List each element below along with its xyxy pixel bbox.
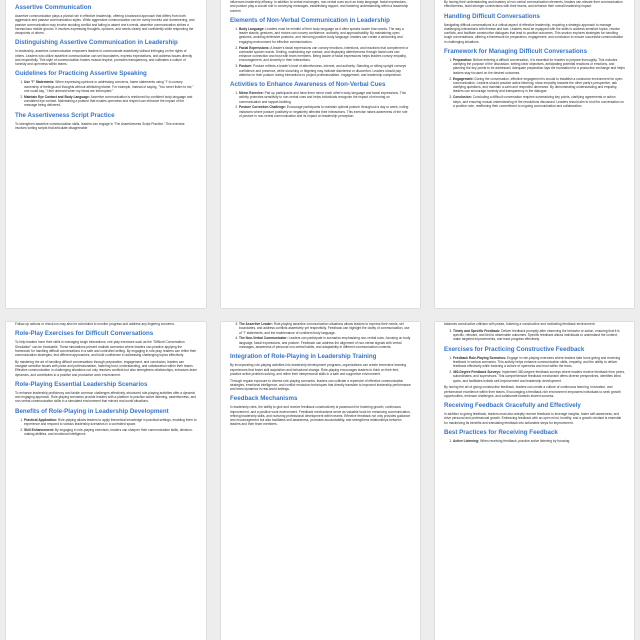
list-item-text: Pair up participants and have them mirror each other's body language and facial expressions. This activity promotes sensitivity to non-verbal cues and helps individuals recognize the impact of mirroring on communication and rapport-building. [239, 91, 406, 104]
list-item-text: Concluding a difficult conversation requires summarizing key points, clarifying agreements or action steps, and ensuring mutual understanding of the resolutions discussed. Leaders should aim to end the conversation on a positive note, reaffirming their commitment to ongoing communication and collaboration. [453, 95, 624, 108]
page-3[interactable] [435, 0, 634, 308]
list-item-label: Practical Application: [24, 417, 58, 422]
list-item-text: Leaders can participate in scenarios emphasizing non-verbal cues, focusing on body language, facial expressions, and posture. Feedback can address the alignment of non-verbal signals with verbal messages, awareness of personal non-verbal habits, and adaptability in different communication contexts. [239, 336, 411, 349]
list-item [24, 418, 197, 427]
list-item [453, 329, 625, 342]
list-item-label: Preparation: [453, 57, 473, 62]
section-heading: Role-Playing Essential Leadership Scenarios [15, 380, 148, 388]
page-6[interactable] [435, 322, 634, 640]
list-item [239, 91, 411, 104]
list-item [239, 46, 411, 63]
list-item [453, 77, 625, 94]
list-item-label: Posture Correction Challenge: [239, 105, 286, 110]
section-heading: Receiving Feedback Gracefully and Effectively [444, 402, 581, 410]
list-item-text: Implement 360-degree feedback surveys where leaders receive feedback from peers, subordinates, and supervisors. This comprehensive feedback mechanism offers diverse perspectives, identifies blind spots, and facilitates holistic self-improvement and leadership development. [453, 370, 625, 383]
list-item-text: Role-playing allows leaders to apply theoretical knowledge in practical settings, enabling them to experience and respond to various leadership scenarios in a controlled space. [24, 417, 197, 426]
numbered-list [230, 322, 411, 349]
list-item-text: Role-playing assertive communication situations allows leaders to express their needs, set boundaries, and address conflicts assertively yet respectfully. Feedback can highlight the clarity of communication, use of "I" statements, and the maintenance of confident body language. [239, 322, 410, 335]
list-item-text: A leader's facial expressions can convey emotions, intentions, and reactions that complement or contradict spoken words. Smiling, maintaining eye contact, and displaying attentiveness through facial cues can enhance connection and trust with team members. Being aware of facial expressions helps leaders convey empathy, encouragement, and sincerity in their interactions. [239, 45, 409, 63]
list-item-label: Maintain Eye Contact and Body Language: [24, 94, 90, 99]
list-item-text: Posture reflects a leader's level of attentiveness, interest, and authority. Standing or sitting upright conveys confidence and presence, while slouching or fidgeting may indicate disinterest or discomfort. Leaders should pay attention to their posture during interactions to project professionalism, engagement, and leadership competence. [239, 64, 407, 77]
paragraph: Through regular exposure to diverse role-playing scenarios, leaders can cultivate a repertoire of effective communication strategies, emotional intelligence, and conflict resolution techniques that directly translate to improved leadership performance and team dynamics in real-world settings. [230, 378, 411, 392]
list-item-text: Before entering a difficult conversation, it is essential for leaders to prepare thoroughly. This includes clarifying the purpose of the discussion, setting clear objectives, anticipating potential reactions or emotions, and planning the key points to be addressed. Adequate preparation lays the foundation for a productive exchange and helps leaders stay focused on the desired outcomes. [453, 57, 625, 75]
list-item [453, 58, 625, 75]
paragraph: To enhance leadership proficiency and tackle common challenges effectively, structured role-playing activities offer a dynamic and engaging approach. Role-playing scenarios provide leaders with a platform to practice active listening, assertiveness, and non-verbal communication skills in a simulated environment that mirrors real-world situations. [15, 390, 197, 404]
list-item-label: Use "I" Statements: [24, 80, 55, 85]
page-5[interactable] [221, 322, 420, 640]
list-item [239, 336, 411, 349]
list-item-label: Facial Expressions: [239, 45, 270, 50]
list-item [24, 80, 197, 93]
numbered-list [230, 91, 411, 118]
list-item-label: Feedback Role-Playing Scenarios: [453, 355, 507, 360]
numbered-list [444, 356, 625, 383]
list-item-text: When receiving feedback, practice active listening by focusing [480, 438, 570, 443]
section-heading: Distinguishing Assertive Communication in Leadership [15, 39, 178, 47]
section-heading: Guidelines for Practicing Assertive Speaking [15, 70, 147, 78]
page-1[interactable] [6, 0, 206, 308]
list-item-label: Body Language: [239, 26, 265, 31]
paragraph: balances constructive criticism with praise, fostering a constructive and motivating feedback environment. [444, 322, 596, 326]
section-heading: Best Practices for Receiving Feedback [444, 428, 558, 436]
list-item-label: The Assertive Leader: [239, 322, 273, 326]
numbered-list [444, 329, 625, 342]
paragraph: By honing the art of giving constructive feedback, leaders can create a culture of continuous learning, innovation, and performance excellence within their teams. Encouraging a feedback-rich environment empowers individuals to seek growth opportunities, embrace challenges, and collaborate towards shared success. [444, 385, 621, 398]
list-item-label: Conclusion: [453, 95, 472, 100]
section-heading: Integration of Role-Playing in Leadership Training [230, 353, 377, 361]
numbered-list [15, 80, 197, 107]
paragraph: By incorporating role-playing activities into leadership development programs, organizations can create immersive learning experiences that foster skill acquisition and behavioral change. Role-playing encourages leaders to think on their feet, practice active problem-solving, and refine their interpersonal skills in a safe and supportive environment. [230, 363, 407, 376]
list-item [239, 64, 411, 77]
paragraph: Assertive communication plays a pivotal role in effective leadership, offering a balanced approach that differs from both aggressive and passive communication styles. While aggressive communication can be overly forceful and domineering, and passive communication may involve avoiding conflict and failing to assert one's needs, assertive communication strikes a harmonious middle ground. It involves expressing thoughts, opinions, and needs clearly and confidently while respecting the viewpoints of others. [15, 13, 195, 36]
section-heading: Framework for Managing Difficult Conversations [444, 47, 588, 55]
paragraph: In leadership roles, the ability to give and receive feedback constructively is paramount for fostering growth, continuous improvement, and a positive work environment. Feedback mechanisms serve as valuable tools for enhancing communication, refining leadership skills, and nurturing professional development within teams. Effective feedback not only provides guidance and encouragement but also facilitates self-awareness, promotes accountability, and strengthens relationships between leaders and their team members. [230, 405, 411, 427]
paragraph: In addition to giving feedback, leaders must also adeptly receive feedback to leverage insights, foster self-awareness, and drive personal and professional growth. Embracing feedback with an open mind, humility, and a growth mindset is essential for maximizing its benefits and translating feedback into actionable steps for improvement. [444, 412, 621, 425]
numbered-list [230, 27, 411, 77]
list-item-label: The Non-Verbal Communicator: [239, 336, 288, 341]
numbered-list [15, 418, 197, 437]
list-item-label: 360-Degree Feedback Surveys: [453, 370, 502, 374]
paragraph: influences leadership efficacy. In addition to verbal exchanges, non-verbal cues such as body language, facial expressions, and posture play a crucial role in conveying messages, establishing rapport, and fostering understanding within a leadership context. [230, 0, 409, 13]
section-heading: Role-Play Exercises for Difficult Conversations [15, 330, 154, 338]
paragraph: Follow-up actions or check-ins may also be scheduled to monitor progress and address any lingering concerns. [15, 322, 175, 326]
list-item-label: Engagement: [453, 76, 474, 81]
section-heading: Handling Difficult Conversations [444, 12, 540, 20]
list-item [453, 356, 625, 369]
list-item-label: Posture: [239, 64, 253, 69]
list-item [239, 105, 411, 118]
list-item-text: Assertive communication is reinforced by confident body language and consistent eye contact. Maintaining a posture that exudes openness and respect can enhance the impact of the message being delivered. [24, 94, 193, 108]
list-item-text: Leaders must be mindful of their body language as it often speaks louder than words. The way a leader stands, gestures, and moves can convey confidence, authority, and approachability. By maintaining open gestures, avoiding defensive postures, and mirroring positive body language, leaders can create a welcoming and engaging environment for effective communication. [239, 26, 404, 44]
list-item-label: Active Listening: [453, 438, 480, 443]
paragraph: To help leaders hone their skills in managing tough interactions, role-play exercises such as the "Difficult Conversation Simulation" can be invaluable. These simulations present realistic scenarios where leaders can practice applying the framework for handling difficult conversations in a safe and controlled setting. By engaging in role-play, leaders can refine their communication strategies, test different approaches, and build confidence in addressing challenging topics effectively. [15, 340, 197, 358]
paragraph: By mastering the art of handling difficult conversations through preparation, engagement, and conclusion, leaders can navigate sensitive issues with poise and professionalism, fostering trust, understanding, and collaboration within their teams. Effective communication in challenging situations not only resolves conflicts but also strengthens relationships, enhances team dynamics, and contributes to a positive and productive work environment. [15, 359, 197, 377]
list-item-label: Mirror Exercise: [239, 91, 264, 95]
page-4[interactable] [6, 322, 206, 640]
list-item-text: Engage in role-playing exercises where leaders take turns giving and receiving feedback in various scenarios. This activity helps enhance communication skills, empathy, and the ability to deliver feedback effectively while fostering a culture of openness and trust within the team. [453, 355, 621, 369]
list-item-text: When expressing opinions or addressing concerns, frame statements using "I" to convey ownership of feelings and thoughts without attributing blame. For example, instead of saying, "You never listen to me," one could say, "I feel unheard when my ideas are interrupted." [24, 80, 194, 93]
section-heading: Benefits of Role-Playing in Leadership Development [15, 407, 169, 415]
page-2[interactable] [221, 0, 420, 308]
list-item [453, 439, 625, 443]
numbered-list [444, 58, 625, 108]
section-heading: Activities to Enhance Awareness of Non-Verbal Cues [230, 81, 386, 89]
paragraph: Navigating difficult conversations is a critical aspect of effective leadership, requiring a strategic approach to manage challenging interactions with finesse and tact. Leaders must be equipped with the skills to address sensitive topics, resolve conflicts, and facilitate constructive dialogues that lead to positive outcomes. This section explores strategies for handling tough conversations, offering a framework for preparation, engagement, and conclusion to ensure successful communication in challenging situations. [444, 22, 624, 44]
list-item-label: Skill Enhancement: [24, 427, 54, 432]
numbered-list [444, 439, 625, 443]
paragraph: To strengthen assertive communication skills, leaders can engage in 'The Assertiveness Script Practice.' This exercise involves writing scripts that articulate disagreeable [15, 121, 185, 130]
list-item-text: During the conversation, effective engagement is crucial to establish a conducive environment for open communication. Leaders should practice active listening, show empathy towards the other party's perspective, ask clarifying questions, and maintain a calm and respectful demeanor. By demonstrating understanding and empathy, leaders can encourage honesty and transparency in the dialogue. [453, 76, 623, 94]
section-heading: The Assertiveness Script Practice [15, 111, 115, 119]
list-item [24, 95, 197, 108]
section-heading: Feedback Mechanisms [230, 395, 298, 403]
list-item [453, 95, 625, 108]
paragraph: In leadership, assertive communication empowers leaders to communicate assertively without infringing on the rights of others. Leaders who utilize assertive communication can set boundaries, express expectations, and address issues directly and respectfully. This style of communication fosters mutual respect, promotes transparency, and cultivates a culture of honesty and openness within teams. [15, 49, 193, 67]
list-item [24, 428, 197, 437]
section-heading: Assertive Communication [15, 4, 92, 11]
list-item [239, 322, 411, 335]
list-item [239, 27, 411, 44]
list-item-text: Deliver feedback promptly after observing the behavior or action, ensuring that it is specific, relevant, and tied to observable outcomes. Specific feedback allows individuals to understand the context, make targeted improvements, and track progress effectively. [453, 328, 620, 342]
list-item [453, 370, 625, 383]
list-item-text: By engaging in role-playing exercises, leaders can sharpen their communication skills, decision-making abilities, and emotional intelligence [24, 427, 193, 437]
paragraph: By honing their understanding and mastery of non-verbal communication elements, leaders can elevate their communication effectiveness, build stronger connections with their teams, and enhance their overall leadership impact. [444, 0, 623, 9]
section-heading: Exercises for Practicing Constructive Feedback [444, 345, 585, 353]
list-item-text: Encourage participants to maintain optimal posture throughout a day or week, noting instances where posture positively or negatively affected their interactions. This exercise raises awareness of the role of posture in non-verbal communication and its impact on leadership perception. [239, 105, 409, 118]
list-item-label: Timely and Specific Feedback: [453, 328, 501, 333]
section-heading: Elements of Non-Verbal Communication in Leadership [230, 16, 390, 24]
